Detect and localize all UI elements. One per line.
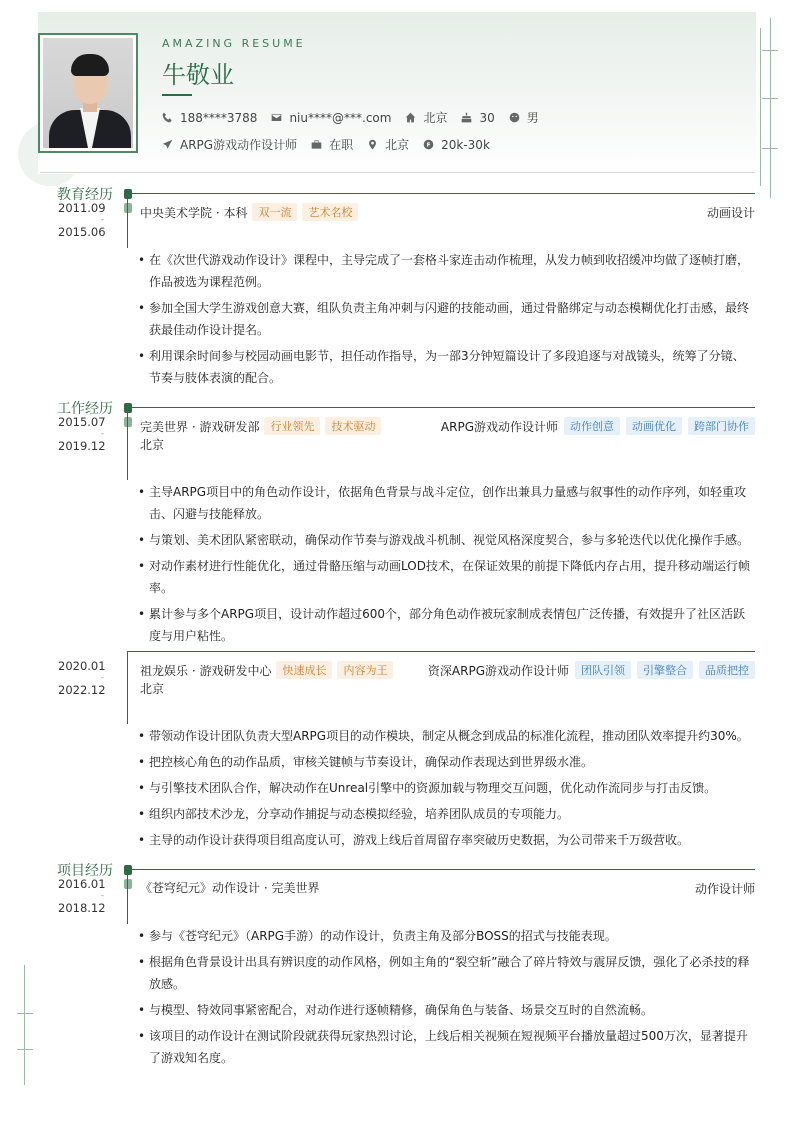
skill-tag: 动作创意 [564, 417, 620, 435]
list-item: • 与模型、特效同事紧密配合，对动作进行逐帧精修，确保角色与装备、场景交互时的自然流畅。 [138, 999, 750, 1021]
list-item: • 对动作素材进行性能优化，通过骨骼压缩与动画LOD技术，在保证效果的前提下降低内存占用，提升移动端运行帧率。 [138, 555, 750, 599]
company-label: 祖龙娱乐 · 游戏研发中心 [140, 663, 272, 678]
list-item: • 组织内部技术沙龙，分享动作捕捉与动态模拟经验，培养团队成员的专项能力。 [138, 803, 750, 825]
list-item: • 参加全国大学生游戏创意大赛，组队负责主角冲刺与闪避的技能动画，通过骨骼绑定与动态模糊优化打击感，最终获最佳动作设计提名。 [138, 297, 750, 341]
decorative-line [17, 1049, 33, 1050]
section-divider [128, 193, 755, 194]
status-item [311, 136, 353, 153]
skill-tag: 跨部门协作 [688, 417, 755, 435]
employment-status: 在职 [329, 138, 354, 152]
gender-item [509, 109, 539, 126]
company-name [140, 417, 381, 435]
list-item: • 主导ARPG项目中的角色动作设计，依据角色背景与战斗定位，创作出兼具力量感与叙事性的动作序列，如轻重攻击、闪避与技能释放。 [138, 481, 750, 525]
list-item: • 与策划、美术团队紧密联动，确保动作节奏与游戏战斗机制、视觉风格深度契合，参与多轮迭代以优化操作手感。 [138, 529, 750, 551]
phone-item [162, 111, 257, 125]
list-item: • 带领动作设计团队负责大型ARPG项目的动作模块，制定从概念到成品的标准化流程，推动团队效率提升约30%。 [138, 725, 750, 747]
entry-end-date: 2018.12 [58, 901, 106, 915]
home-icon [405, 112, 416, 123]
company-tag: 技术驱动 [325, 417, 381, 435]
company-tag: 行业领先 [264, 417, 320, 435]
entry-start-date: 2015.07 [58, 415, 106, 429]
entry-start-date: 2020.01 [58, 659, 106, 673]
skill-tag: 动画优化 [626, 417, 682, 435]
company-name [140, 661, 393, 679]
send-icon [162, 139, 173, 150]
decorative-line [770, 18, 771, 198]
entry-start-date: 2011.09 [58, 201, 106, 215]
school-label: 中央美术学院 · 本科 [140, 205, 248, 220]
name-underline [162, 94, 192, 96]
school-tag: 艺术名校 [302, 203, 358, 221]
date-separator: - [101, 673, 104, 682]
timeline-line [127, 407, 128, 480]
phone-icon [162, 112, 173, 123]
skill-tag: 团队引领 [575, 661, 631, 679]
age-icon [461, 112, 472, 123]
work-city: 北京 [140, 682, 165, 696]
candidate-name: 牛敬业 [162, 61, 234, 89]
timeline-line [127, 651, 128, 724]
salary-icon [423, 139, 434, 150]
work-bullets [138, 725, 750, 855]
decorative-line [762, 148, 778, 149]
job-intent-row [162, 136, 504, 153]
briefcase-icon [311, 139, 322, 150]
section-marker [124, 189, 132, 199]
project-role: 动作设计师 [694, 882, 755, 896]
section-divider [128, 407, 755, 408]
target-city: 北京 [385, 138, 410, 152]
contact-row [162, 109, 553, 126]
entry-end-date: 2022.12 [58, 683, 106, 697]
list-item: • 主导的动作设计获得项目组高度认可，游戏上线后首周留存率突破历史数据，为公司带来千万级营收。 [138, 829, 750, 851]
school-tag: 双一流 [252, 203, 297, 221]
target-position-item [162, 136, 297, 153]
gender-value: 男 [526, 111, 539, 125]
list-item: • 累计参与多个ARPG项目，设计动作超过600个，部分角色动作被玩家制成表情包广泛传播，有效提升了社区活跃度与用户粘性。 [138, 603, 750, 647]
list-item: • 与引擎技术团队合作，解决动作在Unreal引擎中的资源加载与物理交互问题，优化动作流同步与打击反馈。 [138, 777, 750, 799]
decorative-line [40, 172, 755, 173]
skill-tag: 品质把控 [699, 661, 755, 679]
age-item [461, 111, 494, 125]
entry-end-date: 2019.12 [58, 439, 106, 453]
list-item: • 在《次世代游戏动作设计》课程中，主导完成了一套格斗家连击动作梳理，从发力帧到收招缓冲均做了逐帧打磨，作品被选为课程范例。 [138, 249, 750, 293]
section-divider [128, 869, 755, 870]
project-name: 《苍穹纪元》动作设计 · 完美世界 [140, 881, 320, 895]
position-title: 资深ARPG游戏动作设计师 [427, 663, 569, 678]
mail-icon [271, 112, 282, 123]
position-title: ARPG游戏动作设计师 [440, 419, 558, 434]
company-tag: 内容为王 [337, 661, 393, 679]
profile-photo [43, 38, 133, 148]
salary-item [423, 138, 490, 152]
entry-end-date: 2015.06 [58, 225, 106, 239]
list-item: • 该项目的动作设计在测试阶段就获得玩家热烈讨论，上线后相关视频在短视频平台播放量超过500万次，显著提升了游戏知名度。 [138, 1025, 750, 1069]
gender-icon [509, 112, 520, 123]
section-marker [124, 865, 132, 875]
major-label: 动画设计 [706, 206, 755, 220]
work-section-title: 工作经历 [57, 401, 113, 417]
section-marker [124, 403, 132, 413]
expected-salary: 20k-30k [441, 137, 490, 152]
decorative-line [760, 28, 761, 186]
list-item: • 利用课余时间参与校园动画电影节，担任动作指导，为一部3分钟短篇设计了多段追逐与对战镜头，统筹了分镜、节奏与肢体表演的配合。 [138, 345, 750, 389]
entry-marker [124, 417, 132, 427]
email-address: niu****@***.com [289, 110, 392, 125]
avatar [38, 33, 138, 153]
position-label [428, 661, 755, 679]
location-icon [367, 139, 378, 150]
school-name [140, 203, 358, 221]
company-label: 完美世界 · 游戏研发部 [140, 419, 260, 434]
resume-tagline: AMAZING RESUME [162, 37, 306, 50]
decorative-line [762, 50, 778, 51]
date-separator: - [101, 891, 104, 900]
target-city-item [367, 136, 409, 153]
entry-marker [124, 879, 132, 889]
decorative-line [24, 965, 25, 1085]
skill-tag: 引擎整合 [637, 661, 693, 679]
project-bullets [138, 925, 750, 1073]
position-label [441, 417, 755, 435]
age-value: 30 [479, 110, 495, 125]
work-bullets [138, 481, 750, 651]
list-item: • 把控核心角色的动作品质，审核关键帧与节奏设计，确保动作表现达到世界级水准。 [138, 751, 750, 773]
date-separator: - [101, 215, 104, 224]
decorative-line [762, 98, 778, 99]
decorative-line [17, 1013, 33, 1014]
timeline-line [127, 869, 128, 924]
home-city-item [405, 109, 447, 126]
email-item [271, 111, 391, 125]
list-item: • 参与《苍穹纪元》（ARPG手游）的动作设计，负责主角及部分BOSS的招式与技能表现。 [138, 925, 750, 947]
timeline-line [127, 193, 128, 248]
education-bullets [138, 249, 750, 393]
project-section-title: 项目经历 [57, 863, 113, 879]
phone-number: 188****3788 [180, 110, 258, 125]
entry-divider [128, 651, 755, 652]
home-city: 北京 [423, 111, 448, 125]
target-position: ARPG游戏动作设计师 [180, 138, 298, 152]
company-tag: 快速成长 [276, 661, 332, 679]
list-item: • 根据角色背景设计出具有辨识度的动作风格，例如主角的“裂空斩”融合了碎片特效与震屏反馈，强化了必杀技的释放感。 [138, 951, 750, 995]
entry-start-date: 2016.01 [58, 877, 106, 891]
entry-marker [124, 203, 132, 213]
work-city: 北京 [140, 438, 165, 452]
date-separator: - [101, 429, 104, 438]
education-section-title: 教育经历 [57, 187, 113, 203]
